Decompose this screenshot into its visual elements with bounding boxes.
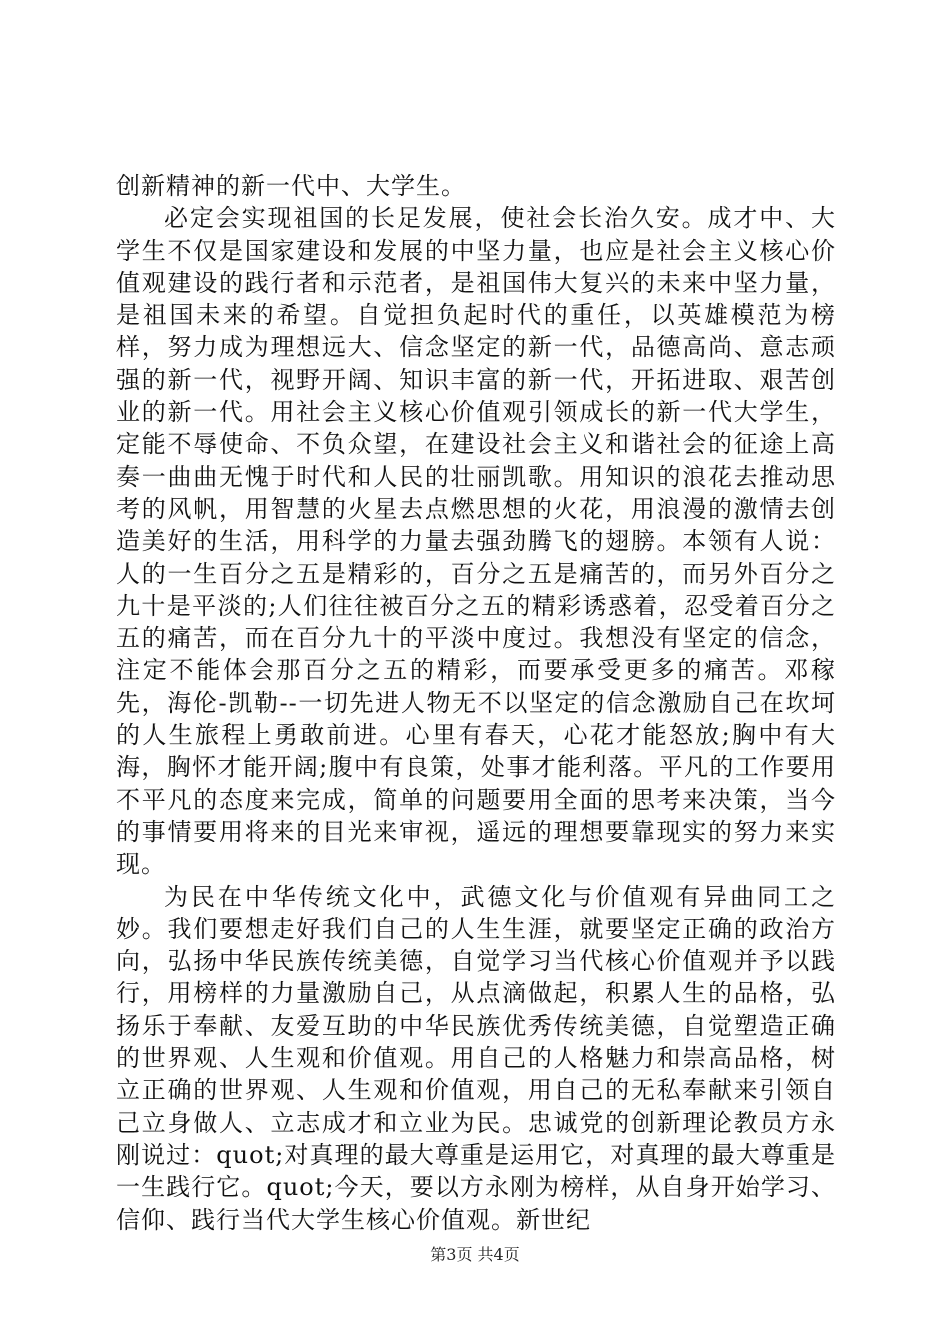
paragraph-national-development: 必定会实现祖国的长足发展，使社会长治久安。成才中、大学生不仅是国家建设和发展的中坚力量，也应是社会主义核心价值观建设的践行者和示范者，是祖国伟大复兴的未来中坚力量，是祖国未来的希望。自觉担负起时代的重任，以英雄模范为榜样，努力成为理想远大、信念坚定的新一代，品德高尚、意志顽强的新一代，视野开阔、知识丰富的新一代，开拓进取、艰苦创业的新一代。用社会主义核心价值观引领成长的新一代大学生，定能不辱使命、不负众望，在建设社会主义和谐社会的征途上高奏一曲曲无愧于时代和人民的壮丽凯歌。用知识的浪花去推动思考的风帆，用智慧的火星去点燃思想的火花，用浪漫的激情去创造美好的生活，用科学的力量去强劲腾飞的翅膀。本领有人说：人的一生百分之五是精彩的，百分之五是痛苦的，而另外百分之九十是平淡的;人们往往被百分之五的精彩诱惑着，忍受着百分之五的痛苦，而在百分九十的平淡中度过。我想没有坚定的信念，注定不能体会那百分之五的精彩，而要承受更多的痛苦。邓稼先，海伦-凯勒--一切先进人物无不以坚定的信念激励自己在坎坷的人生旅程上勇敢前进。心里有春天，心花才能怒放;胸中有大海，胸怀才能开阔;腹中有良策，处事才能利落。平凡的工作要用不平凡的态度来完成，简单的问题要用全面的思考来决策，当今的事情要用将来的目光来审视，遥远的理想要靠现实的努力来实现。 — [116, 204, 836, 879]
paragraph-continuation: 创新精神的新一代中、大学生。 — [116, 172, 466, 200]
paragraph-traditional-culture: 为民在中华传统文化中，武德文化与价值观有异曲同工之妙。我们要想走好我们自己的人生生涯，就要坚定正确的政治方向，弘扬中华民族传统美德，自觉学习当代核心价值观并予以践行，用榜样的力量激励自己，从点滴做起，积累人生的品格，弘扬乐于奉献、友爱互助的中华民族优秀传统美德，自觉塑造正确的世界观、人生观和价值观。用自己的人格魅力和崇高品格，树立正确的世界观、人生观和价值观，用自己的无私奉献来引领自己立身做人、立志成才和立业为民。忠诚党的创新理论教员方永刚说过：quot;对真理的最大尊重是运用它，对真理的最大尊重是一生践行它。quot;今天，要以方永刚为榜样，从自身开始学习、信仰、践行当代大学生核心价值观。新世纪 — [116, 882, 836, 1234]
page-footer — [0, 1242, 950, 1265]
page-number-indicator: 第3页 共4页 — [430, 1245, 520, 1264]
document-body — [116, 170, 836, 1236]
